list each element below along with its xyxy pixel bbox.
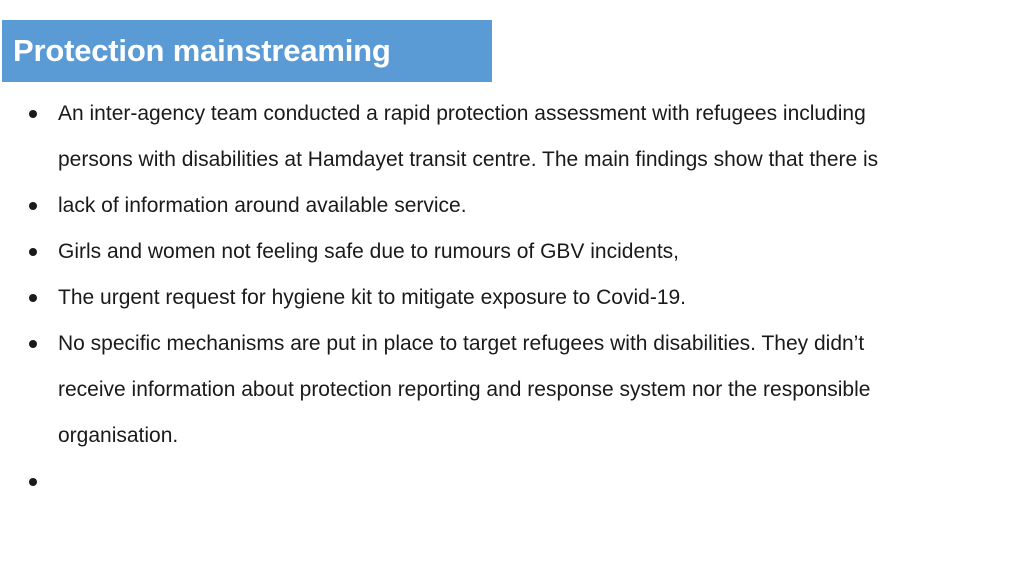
bullet-text-line: An inter-agency team conducted a rapid protection assessment with refugees including [58, 102, 866, 125]
bullet-icon [29, 202, 37, 210]
bullet-text-line: The urgent request for hygiene kit to mitigate exposure to Covid-19. [58, 286, 687, 309]
bullet-text-line: lack of information around available service. [58, 194, 467, 217]
slide-title: Protection mainstreaming [13, 33, 391, 68]
bullet-text-line: organisation. [58, 424, 179, 447]
bullet-text-line: persons with disabilities at Hamdayet transit centre. The main findings show that there is [58, 148, 879, 171]
bullet-icon [29, 294, 37, 302]
bullet-text-line: Girls and women not feeling safe due to rumours of GBV incidents, [58, 240, 679, 263]
bullet-text-line: receive information about protection reporting and response system nor the responsible [58, 378, 871, 401]
bullet-icon [29, 478, 37, 486]
bullet-icon [29, 110, 37, 118]
bullet-text-line: No specific mechanisms are put in place to target refugees with disabilities. They didn’t [58, 332, 865, 355]
bullet-icon [29, 340, 37, 348]
bullet-icon [29, 248, 37, 256]
